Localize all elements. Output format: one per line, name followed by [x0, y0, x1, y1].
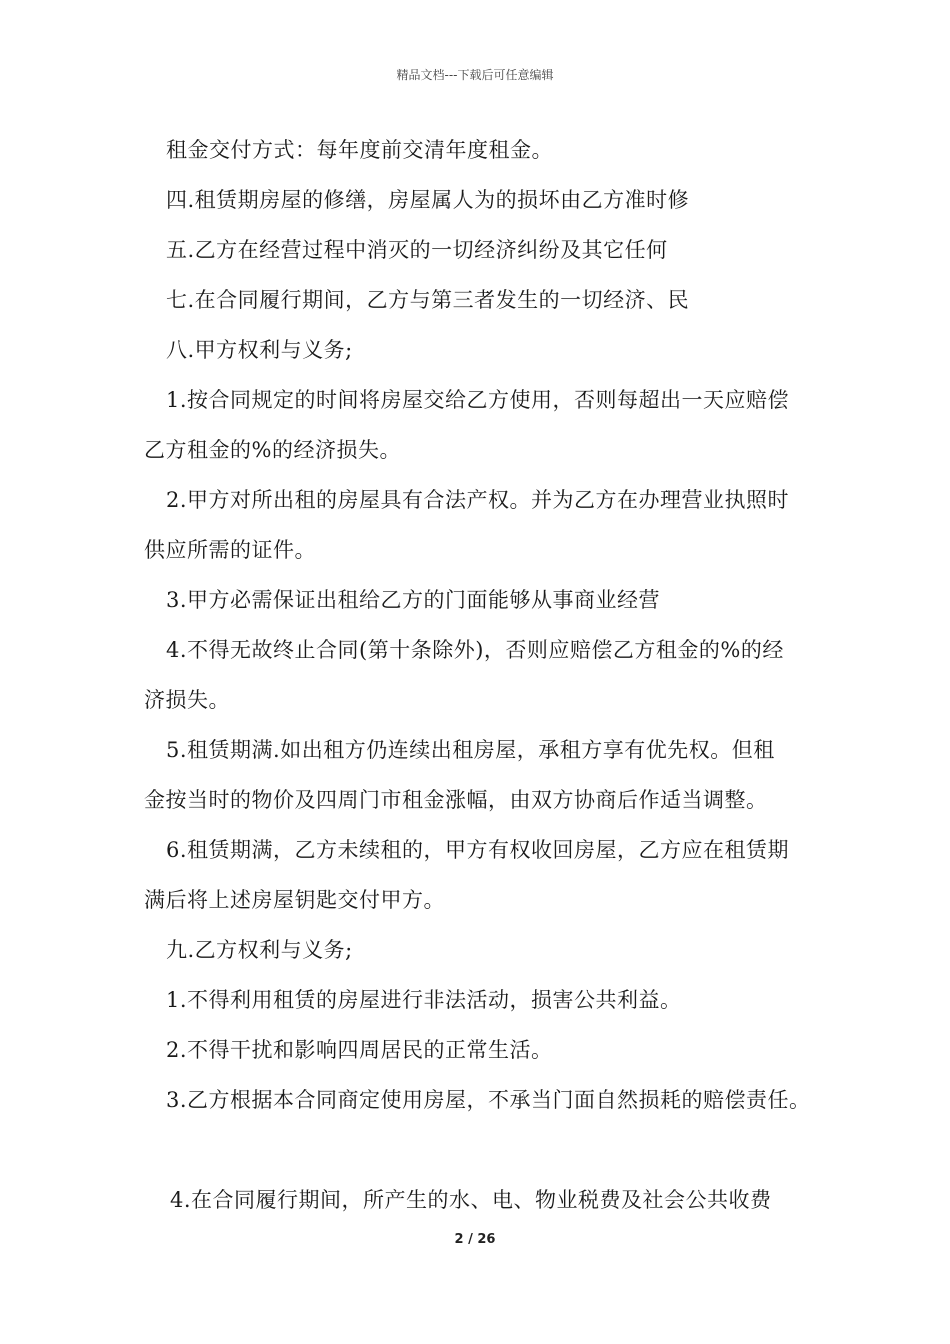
paragraph-line: 租金交付方式：每年度前交清年度租金。	[166, 138, 553, 162]
paragraph-line: 五.乙方在经营过程中消灭的一切经济纠纷及其它任何	[166, 238, 668, 262]
paragraph-line: 1.不得利用租赁的房屋进行非法活动，损害公共利益。	[166, 988, 682, 1012]
section-heading: 八.甲方权利与义务;	[166, 338, 353, 362]
paragraph-line: 金按当时的物价及四周门市租金涨幅，由双方协商后作适当调整。	[144, 788, 768, 812]
paragraph-line: 3.乙方根据本合同商定使用房屋，不承当门面自然损耗的赔偿责任。	[166, 1088, 811, 1112]
section-heading: 九.乙方权利与义务;	[166, 938, 353, 962]
page-header: 精品文档---下载后可任意编辑	[396, 68, 554, 82]
paragraph-line: 5.租赁期满.如出租方仍连续出租房屋，承租方享有优先权。但租	[166, 738, 775, 762]
paragraph-line: 2.甲方对所出租的房屋具有合法产权。并为乙方在办理营业执照时	[166, 488, 790, 512]
paragraph-line: 4.在合同履行期间，所产生的水、电、物业税费及社会公共收费	[170, 1188, 772, 1212]
paragraph-line: 四.租赁期房屋的修缮，房屋属人为的损坏由乙方准时修	[166, 188, 690, 212]
paragraph-line: 七.在合同履行期间，乙方与第三者发生的一切经济、民	[166, 288, 690, 312]
paragraph-line: 6.租赁期满，乙方未续租的，甲方有权收回房屋，乙方应在租赁期	[166, 838, 790, 862]
paragraph-line: 2.不得干扰和影响四周居民的正常生活。	[166, 1038, 553, 1062]
paragraph-line: 乙方租金的%的经济损失。	[144, 438, 401, 462]
paragraph-line: 1.按合同规定的时间将房屋交给乙方使用，否则每超出一天应赔偿	[166, 388, 790, 412]
page-number: 2 / 26	[454, 1232, 496, 1247]
paragraph-line: 3.甲方必需保证出租给乙方的门面能够从事商业经营	[166, 588, 661, 612]
paragraph-line: 济损失。	[144, 688, 230, 712]
paragraph-line: 4.不得无故终止合同(第十条除外)，否则应赔偿乙方租金的%的经	[166, 638, 784, 662]
paragraph-line: 供应所需的证件。	[144, 538, 316, 562]
paragraph-line: 满后将上述房屋钥匙交付甲方。	[144, 888, 445, 912]
